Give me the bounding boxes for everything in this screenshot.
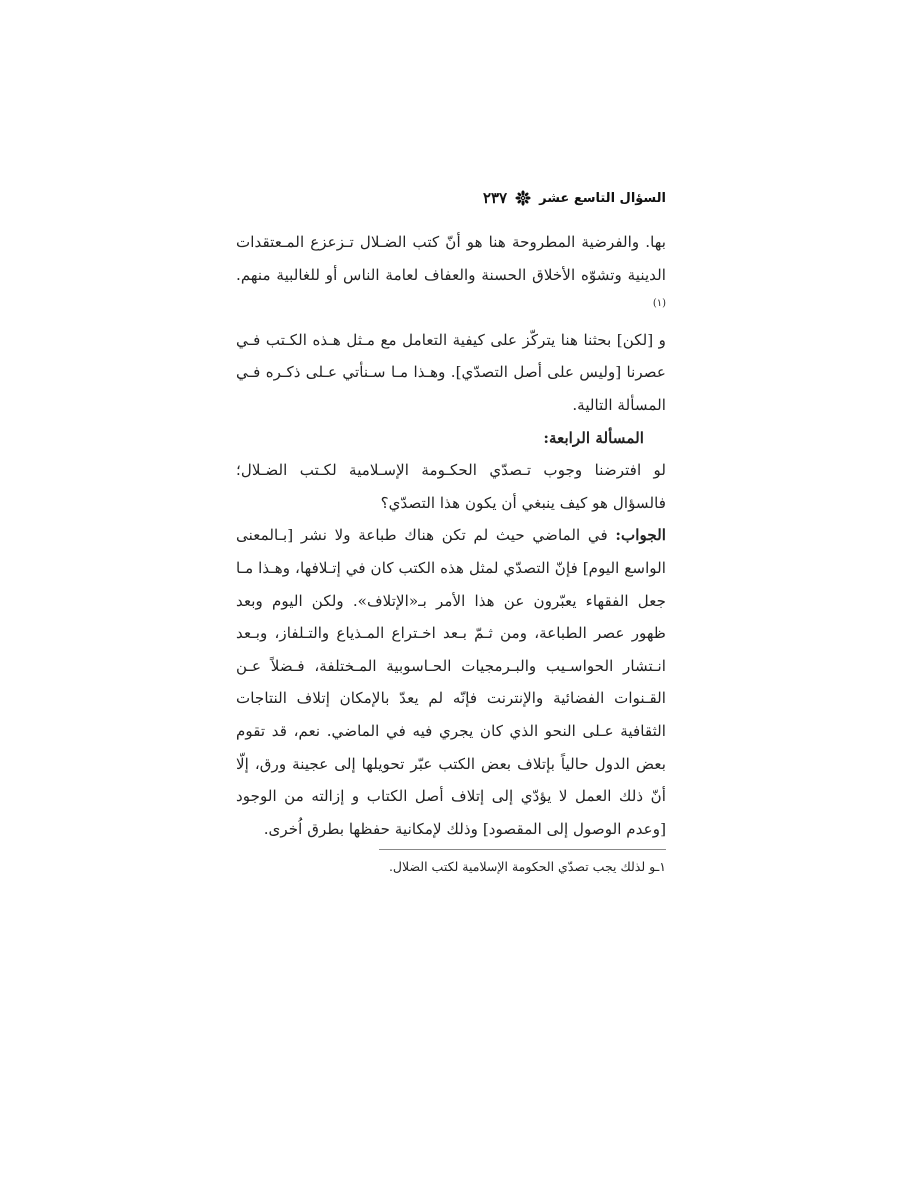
main-text bbox=[236, 226, 666, 845]
paragraph-3: لو افترضنا وجوب تـصدّي الحكـومة الإسـلامية لكـتب الضـلال؛ فالسؤال هو كيف ينبغي أن يكون هذا التصدّي؟ bbox=[236, 461, 666, 512]
running-header bbox=[236, 186, 666, 210]
chapter-title: السؤال التاسع عشر bbox=[539, 190, 666, 206]
page-number: ٢٣٧ bbox=[482, 189, 508, 207]
flower-ornament-icon bbox=[515, 190, 531, 206]
answer-paragraph bbox=[236, 519, 666, 845]
footnote-divider bbox=[379, 849, 666, 850]
footnote: ١ـو لذلك يجب تصدّي الحكومة الإسلامية لكتب الضلال. bbox=[388, 859, 666, 874]
answer-text: في الماضي حيث لم تكن هناك طباعة ولا نشر [بـالمعنى الواسع اليوم] فإنّ التصدّي لمثل هذه الكتب كان في إتـلافها، وهـذا مـا جعل الفقهاء يعبّرون عن هذا الأمر بـ«الإتلاف». ولكن اليوم وبعد ظهور عصر الطباعة، ومن ثـمّ بـعد اخـتراع المـذياع والتـلفاز، وبـعد انـتشار الحواسـيب والبـرمجيات الحـاسوبية المـختلفة، فـضلاً عـن القـنوات الفضائية والإنترنت فإنّه لم يعدّ بالإمكان إتلاف النتاجات الثقافية عـلى النحو الذي كان يجري فيه في الماضي. نعم، قد تقوم بعض الدول حالياً بإتلاف بعض الكتب عبّر تحويلها إلى عجينة ورق، إلّا أنّ ذلك العمل لا يؤدّي إلى إتلاف أصل الكتاب و إزالته من الوجود [وعدم الوصول إلى المقصود] وذلك لإمكانية حفظها بطرق اُخرى. bbox=[236, 526, 666, 838]
paragraph-1 bbox=[236, 226, 666, 324]
answer-label: الجواب: bbox=[615, 526, 666, 545]
section-heading bbox=[236, 422, 666, 455]
footnote-reference: (١) bbox=[652, 298, 666, 310]
section-heading-text: المسألة الرابعة: bbox=[543, 428, 644, 447]
paragraph-2: و [لكن] بحثنا هنا يتركّز على كيفية التعامل مع مـثل هـذه الكـتب فـي عصرنا [وليس على أصل التصدّي]. وهـذا مـا سـنأتي عـلى ذكـره فـي المسألة التالية. bbox=[236, 330, 666, 414]
paragraph-1-text: بها. والفرضية المطروحة هنا هو أنّ كتب الضـلال تـزعزع المـعتقدات الدينية وتشوّه الأخلاق الحسنة والعفاف لعامة الناس أو للغالبية منهم. bbox=[236, 233, 666, 284]
